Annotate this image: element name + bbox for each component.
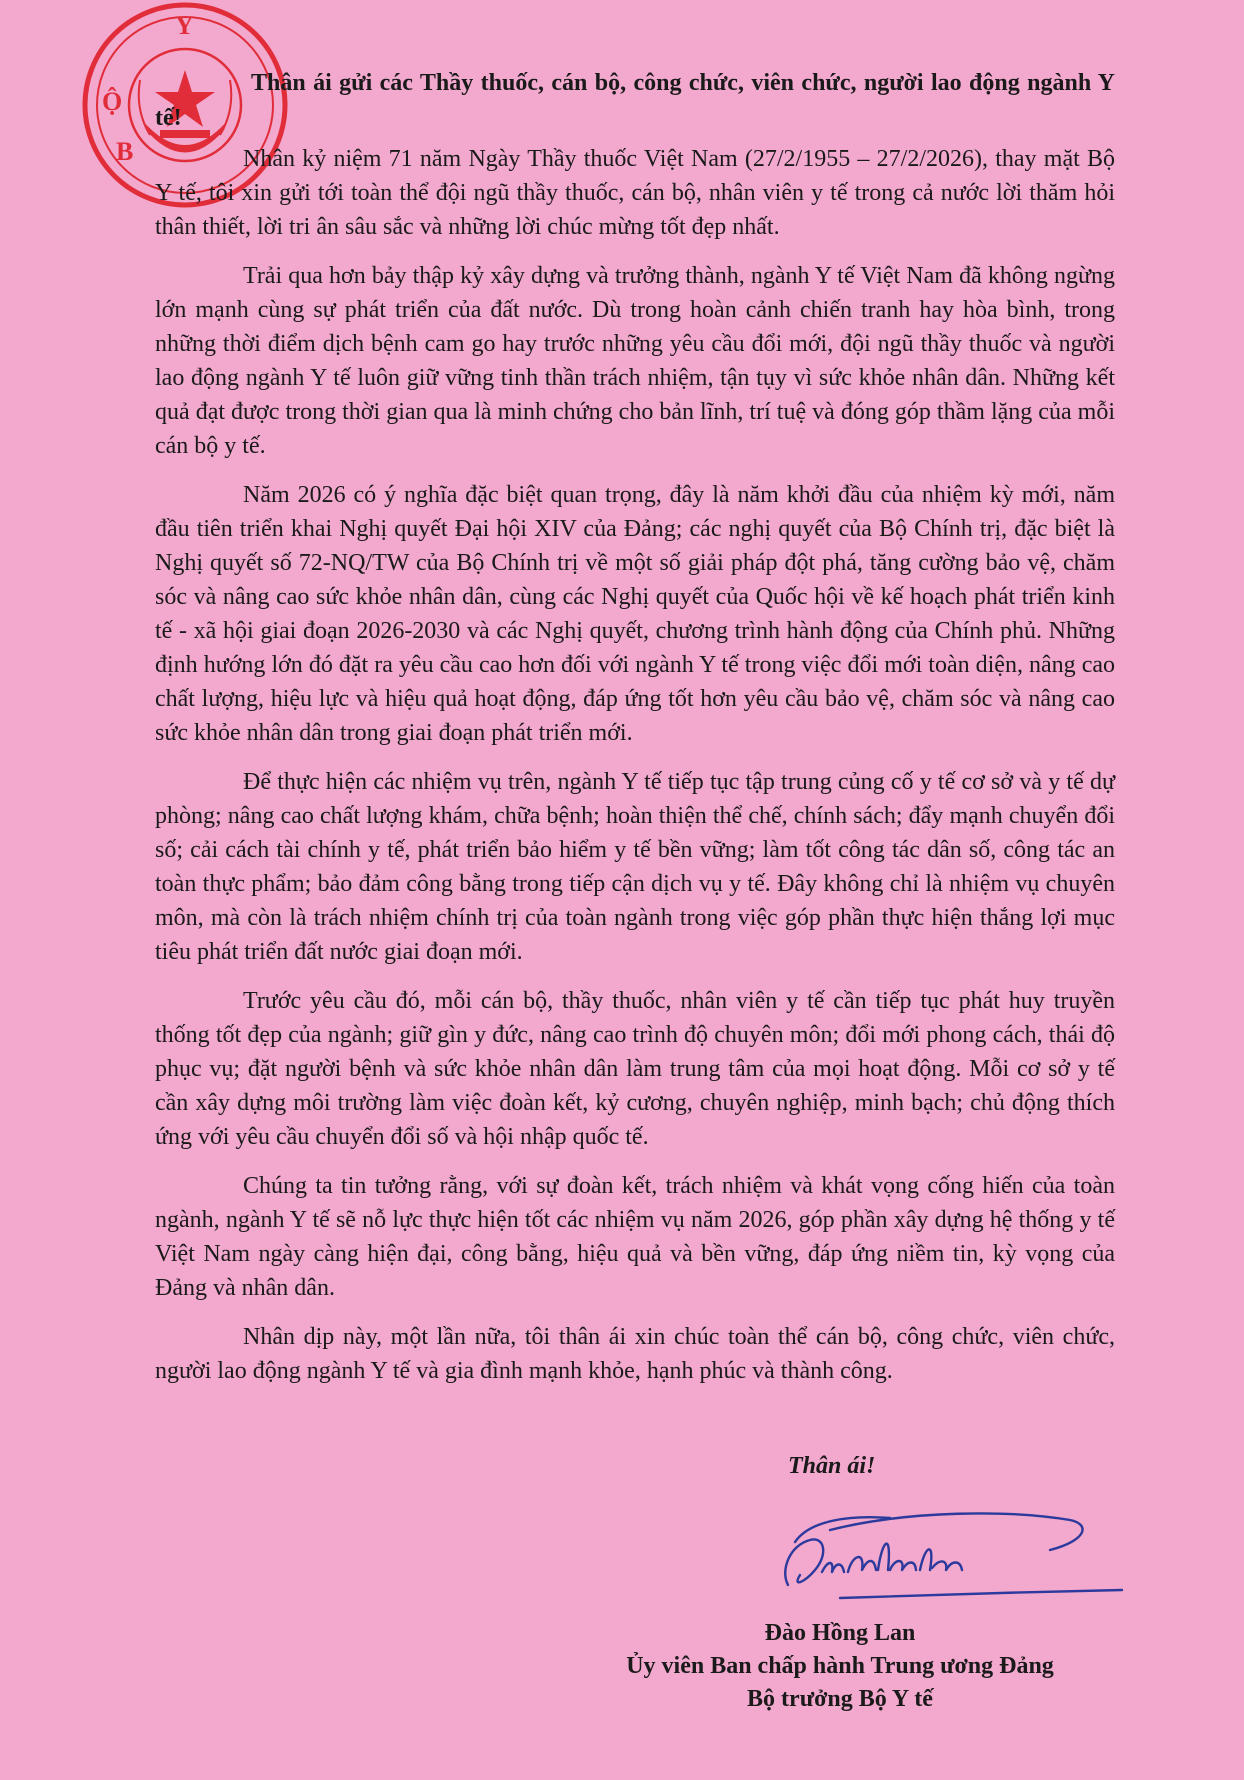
paragraph-6: Chúng ta tin tưởng rằng, với sự đoàn kết, trách nhiệm và khát vọng cống hiến của toàn ngành, ngành Y tế sẽ nỗ lực thực hiện tốt các nhiệm vụ năm 2026, góp phần xây dựng hệ thống y tế Việt Nam ngày càng hiện đại, công bằng, hiệu quả và bền vững, đáp ứng niềm tin, kỳ vọng của Đảng và nhân dân.	[155, 1173, 1115, 1301]
closing-line: Thân ái!	[788, 1453, 876, 1479]
letter-body	[155, 66, 1115, 1403]
svg-text:Ộ: Ộ	[102, 87, 123, 116]
signature-block	[560, 1617, 1120, 1716]
signer-title-2: Bộ trưởng Bộ Y tế	[747, 1686, 933, 1712]
greeting: Thân ái gửi các Thầy thuốc, cán bộ, công chức, viên chức, người lao động ngành Y tế!	[155, 70, 1115, 131]
svg-text:B: B	[116, 137, 134, 166]
paragraph-7: Nhân dịp này, một lần nữa, tôi thân ái xin chúc toàn thể cán bộ, công chức, viên chức, người lao động ngành Y tế và gia đình mạnh khỏe, hạnh phúc và thành công.	[155, 1324, 1115, 1384]
paragraph-1: Nhân kỷ niệm 71 năm Ngày Thầy thuốc Việt Nam (27/2/1955 – 27/2/2026), thay mặt Bộ Y tế, tôi xin gửi tới toàn thể đội ngũ thầy thuốc, cán bộ, nhân viên y tế trong cả nước lời thăm hỏi thân thiết, lời tri ân sâu sắc và những lời chúc mừng tốt đẹp nhất.	[155, 146, 1115, 240]
paragraph-5: Trước yêu cầu đó, mỗi cán bộ, thầy thuốc, nhân viên y tế cần tiếp tục phát huy truyền thống tốt đẹp của ngành; giữ gìn y đức, nâng cao trình độ chuyên môn; đổi mới phong cách, thái độ phục vụ; đặt người bệnh và sức khỏe nhân dân làm trung tâm của mọi hoạt động. Mỗi cơ sở y tế cần xây dựng môi trường làm việc đoàn kết, kỷ cương, chuyên nghiệp, minh bạch; chủ động thích ứng với yêu cầu chuyển đổi số và hội nhập quốc tế.	[155, 988, 1115, 1150]
paragraph-4: Để thực hiện các nhiệm vụ trên, ngành Y tế tiếp tục tập trung củng cố y tế cơ sở và y tế dự phòng; nâng cao chất lượng khám, chữa bệnh; hoàn thiện thể chế, chính sách; đẩy mạnh chuyển đổi số; cải cách tài chính y tế, phát triển bảo hiểm y tế bền vững; làm tốt công tác dân số, công tác an toàn thực phẩm; bảo đảm công bằng trong tiếp cận dịch vụ y tế. Đây không chỉ là nhiệm vụ chuyên môn, mà còn là trách nhiệm chính trị của toàn ngành trong việc góp phần thực hiện thắng lợi mục tiêu phát triển đất nước giai đoạn mới.	[155, 769, 1115, 965]
signer-name: Đào Hồng Lan	[764, 1620, 916, 1646]
svg-text:Y: Y	[175, 11, 194, 40]
signer-title-1: Ủy viên Ban chấp hành Trung ương Đảng	[626, 1653, 1054, 1679]
paragraph-3: Năm 2026 có ý nghĩa đặc biệt quan trọng, đây là năm khởi đầu của nhiệm kỳ mới, năm đầu tiên triển khai Nghị quyết Đại hội XIV của Đảng; các nghị quyết của Bộ Chính trị, đặc biệt là Nghị quyết số 72-NQ/TW của Bộ Chính trị về một số giải pháp đột phá, tăng cường bảo vệ, chăm sóc và nâng cao sức khỏe nhân dân, cùng các Nghị quyết của Quốc hội về kế hoạch phát triển kinh tế - xã hội giai đoạn 2026-2030 và các Nghị quyết, chương trình hành động của Chính phủ. Những định hướng lớn đó đặt ra yêu cầu cao hơn đối với ngành Y tế trong việc đổi mới toàn diện, nâng cao chất lượng, hiệu lực và hiệu quả hoạt động, đáp ứng tốt hơn yêu cầu bảo vệ, chăm sóc và nâng cao sức khỏe nhân dân trong giai đoạn phát triển mới.	[155, 482, 1115, 746]
handwritten-signature-icon	[770, 1500, 1130, 1610]
paragraph-2: Trải qua hơn bảy thập kỷ xây dựng và trưởng thành, ngành Y tế Việt Nam đã không ngừng lớn mạnh cùng sự phát triển của đất nước. Dù trong hoàn cảnh chiến tranh hay hòa bình, trong những thời điểm dịch bệnh cam go hay trước những yêu cầu đổi mới, đội ngũ thầy thuốc và người lao động ngành Y tế luôn giữ vững tinh thần trách nhiệm, tận tụy vì sức khỏe nhân dân. Những kết quả đạt được trong thời gian qua là minh chứng cho bản lĩnh, trí tuệ và đóng góp thầm lặng của mỗi cán bộ y tế.	[155, 263, 1115, 459]
